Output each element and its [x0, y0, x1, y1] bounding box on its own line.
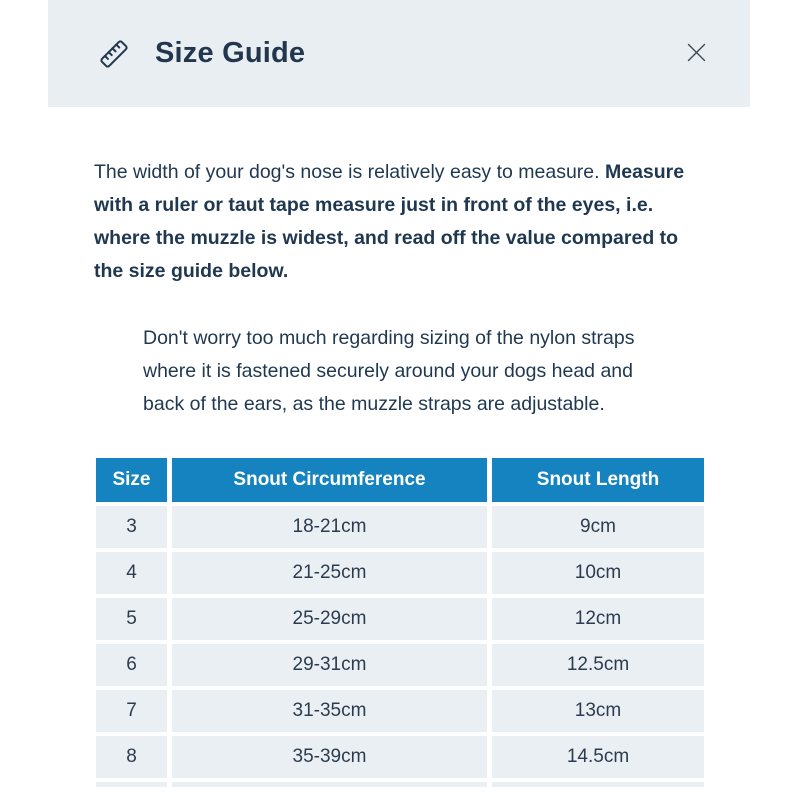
length-cell: 12cm	[492, 598, 704, 640]
intro-text-normal: The width of your dog's nose is relatively easy to measure.	[94, 161, 605, 183]
column-header-size: Size	[96, 458, 167, 502]
page-title: Size Guide	[155, 37, 306, 69]
size-cell: 3	[96, 506, 167, 548]
size-table	[96, 458, 704, 787]
modal-body	[0, 107, 800, 800]
size-cell: 6	[96, 644, 167, 686]
length-cell: 10cm	[492, 552, 704, 594]
close-button[interactable]	[682, 38, 710, 66]
length-cell: 12.5cm	[492, 644, 704, 686]
note-paragraph: Don't worry too much regarding sizing of the nylon straps where it is fastened securely around your dogs head and back of the ears, as the muzzle straps are adjustable.	[143, 327, 635, 415]
size-table-container	[96, 458, 704, 787]
ruler-icon	[98, 37, 130, 71]
column-header-length: Snout Length	[492, 458, 704, 502]
circumference-cell: 25-29cm	[172, 598, 487, 640]
partial-row-cell	[96, 782, 167, 787]
partial-row-cell	[172, 782, 487, 787]
circumference-cell: 29-31cm	[172, 644, 487, 686]
length-cell: 14.5cm	[492, 736, 704, 778]
size-cell: 8	[96, 736, 167, 778]
circumference-cell: 35-39cm	[172, 736, 487, 778]
length-cell: 9cm	[492, 506, 704, 548]
circumference-cell: 31-35cm	[172, 690, 487, 732]
partial-row-cell	[492, 782, 704, 787]
size-cell: 5	[96, 598, 167, 640]
intro-paragraph	[94, 156, 708, 288]
close-icon	[687, 43, 706, 62]
modal-header	[48, 0, 750, 107]
length-cell: 13cm	[492, 690, 704, 732]
circumference-cell: 18-21cm	[172, 506, 487, 548]
circumference-cell: 21-25cm	[172, 552, 487, 594]
size-cell: 4	[96, 552, 167, 594]
column-header-circumference: Snout Circumference	[172, 458, 487, 502]
intro-text-bold: Measure with a ruler or taut tape measure just in front of the eyes, i.e. where the muzzle is widest, and read off the value compared to the size guide below.	[94, 161, 685, 282]
size-cell: 7	[96, 690, 167, 732]
